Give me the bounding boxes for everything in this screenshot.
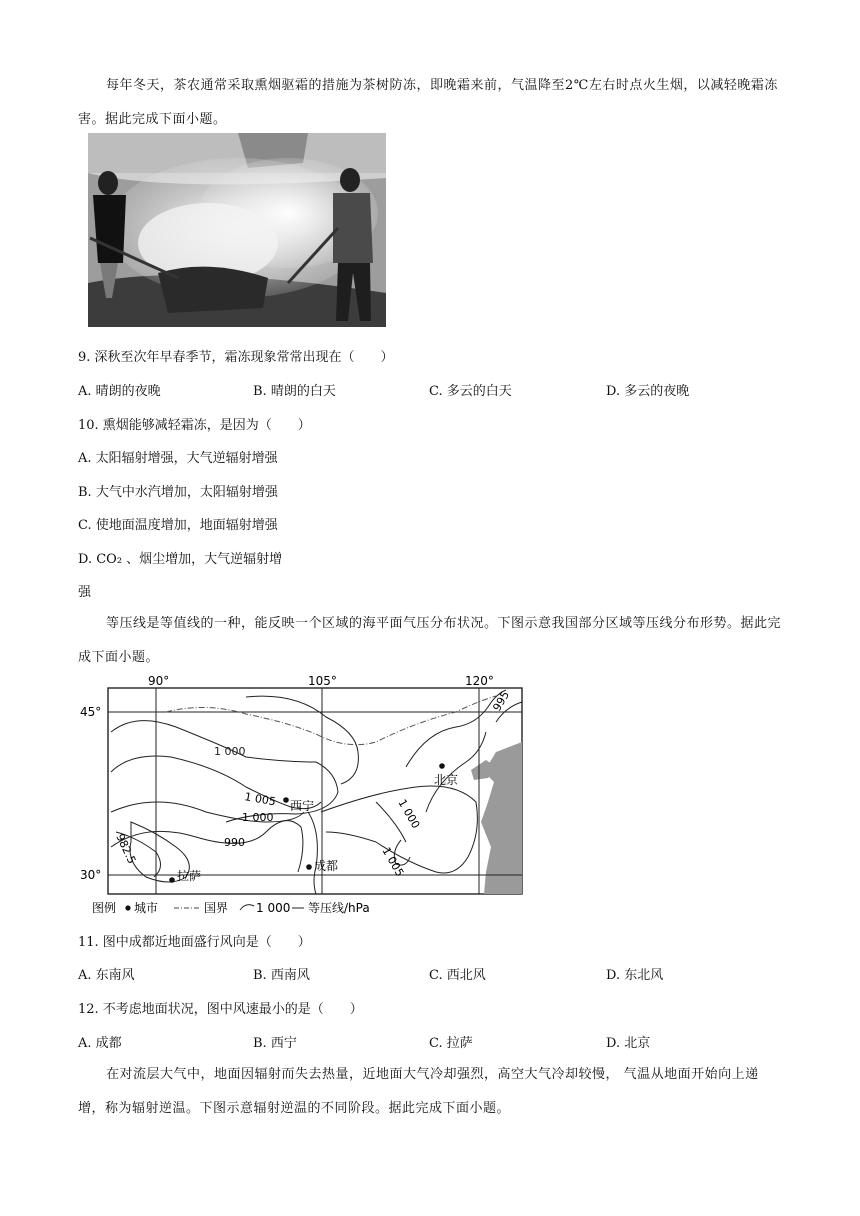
isobar-label-1005-a: 1 005 (243, 790, 277, 809)
q10-option-a[interactable]: A. 太阳辐射增强，大气逆辐射增强 (78, 451, 278, 466)
legend-border-label: 国界 (204, 901, 229, 915)
isobar-label-1000-a: 1 000 (214, 745, 246, 758)
q12-option-a[interactable]: A. 成都 (78, 1036, 122, 1051)
isobar-label-982-5: 982.5 (113, 831, 139, 866)
legend-city-label: 城市 (134, 901, 159, 915)
question-11-stem: 11. 图中成都近地面盛行风向是（ ） (78, 935, 311, 950)
lon-label-90: 90° (148, 674, 170, 688)
intro-paragraph-2: 等压线是等值线的一种，能反映一个区域的海平面气压分布状况。下图示意我国部分区域等压线分布形势。据此完成下面小题。 (78, 616, 782, 665)
lon-label-105: 105° (308, 674, 337, 688)
question-12-stem: 12. 不考虑地面状况，图中风速最小的是（ ） (78, 1002, 363, 1017)
q10-option-d[interactable]: D. CO₂ 、烟尘增加，大气逆辐射增 (78, 552, 283, 567)
isobar-label-1005-b: 1 005 (379, 845, 407, 879)
city-dot-xining (283, 797, 289, 803)
city-label-chengdu: 成都 (314, 859, 339, 873)
q12-option-b[interactable]: B. 西宁 (253, 1036, 297, 1051)
q9-option-c[interactable]: C. 多云的白天 (429, 384, 512, 399)
isobar-label-1000-b: 1 000 (242, 811, 274, 824)
q12-option-c[interactable]: C. 拉萨 (429, 1036, 473, 1051)
q12-option-d[interactable]: D. 北京 (606, 1036, 651, 1051)
question-10-stem: 10. 熏烟能够减轻霜冻，是因为（ ） (78, 418, 311, 433)
legend-title: 图例 (92, 901, 117, 915)
smoke-fumigation-photo (88, 133, 386, 327)
intro-paragraph-3: 在对流层大气中，地面因辐射而失去热量，近地面大气冷却强烈，高空大气冷却较慢， 气温从地面开始向上递增，称为辐射逆温。下图示意辐射逆温的不同阶段。据此完成下面小题。 (78, 1067, 759, 1116)
city-dot-lhasa (169, 877, 175, 883)
city-dot-beijing (439, 763, 445, 769)
city-label-xining: 西宁 (290, 799, 315, 813)
q9-option-b[interactable]: B. 晴朗的白天 (253, 384, 336, 399)
legend-city-dot (125, 905, 130, 910)
q11-option-b[interactable]: B. 西南风 (253, 968, 310, 983)
city-label-beijing: 北京 (434, 773, 459, 787)
q10-option-d-continued: 强 (78, 585, 92, 600)
q10-option-b[interactable]: B. 大气中水汽增加，太阳辐射增强 (78, 485, 278, 500)
question-9-stem: 9. 深秋至次年早春季节，霜冻现象常常出现在（ ） (78, 350, 394, 365)
legend-isobar-value: 1 000 (256, 901, 291, 915)
legend-isobar-label: 等压线/hPa (308, 901, 370, 915)
isobar-label-1000-c: 1 000 (395, 797, 423, 831)
intro-paragraph-1: 每年冬天，茶农通常采取熏烟驱霜的措施为茶树防冻，即晚霜来前，气温降至2℃左右时点火生烟，以减轻晚霜冻害。据此完成下面小题。 (78, 78, 778, 127)
lat-label-30: 30° (80, 868, 102, 882)
q10-option-c[interactable]: C. 使地面温度增加，地面辐射增强 (78, 518, 278, 533)
city-label-lhasa: 拉萨 (177, 869, 202, 883)
q11-option-a[interactable]: A. 东南风 (78, 968, 135, 983)
isobar-label-995: 995 (490, 688, 513, 714)
isobar-label-990: 990 (224, 836, 245, 849)
legend-isobar-line-left (240, 905, 254, 910)
q9-option-a[interactable]: A. 晴朗的夜晚 (78, 384, 161, 399)
isobar-map (76, 672, 536, 920)
city-dot-chengdu (306, 864, 312, 870)
lat-label-45: 45° (80, 705, 102, 719)
q11-option-c[interactable]: C. 西北风 (429, 968, 486, 983)
q11-option-d[interactable]: D. 东北风 (606, 968, 664, 983)
q9-option-d[interactable]: D. 多云的夜晚 (606, 384, 690, 399)
lon-label-120: 120° (465, 674, 494, 688)
